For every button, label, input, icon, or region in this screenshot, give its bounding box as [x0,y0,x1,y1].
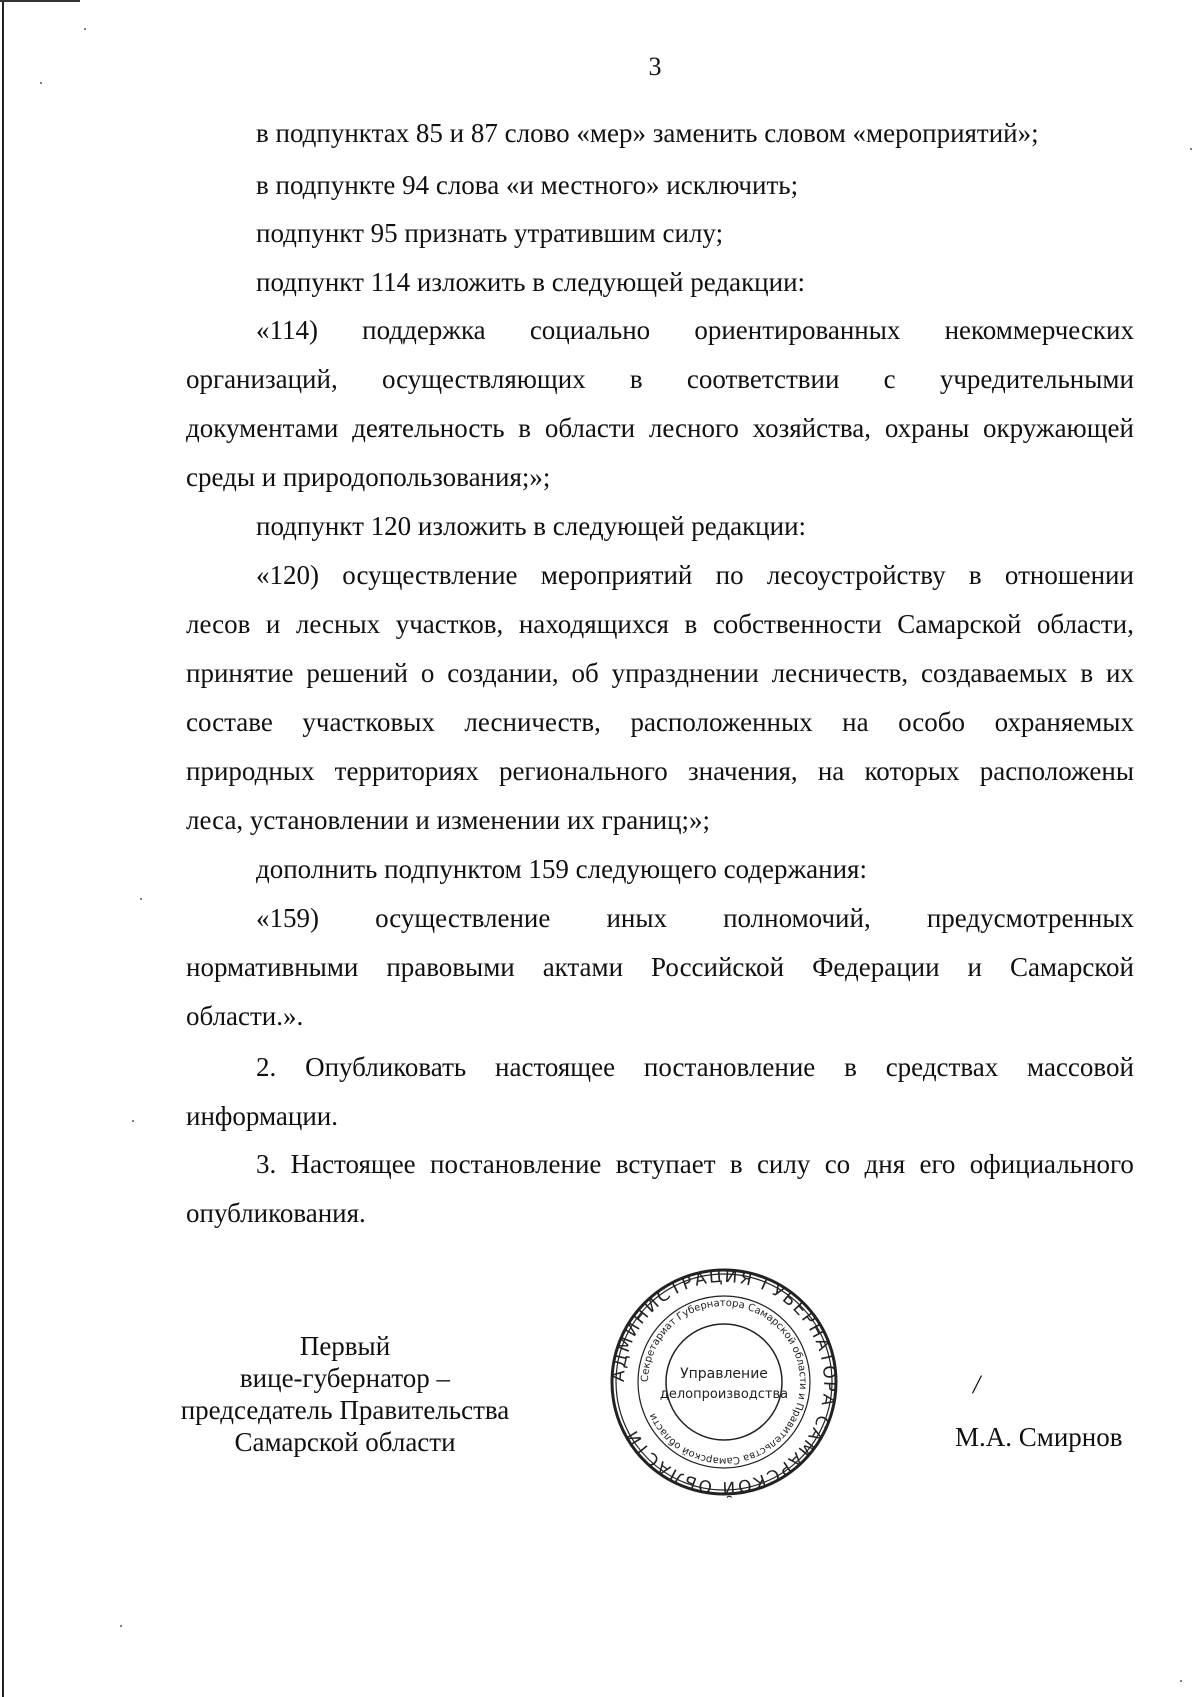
paragraph-line: подпункт 120 изложить в следующей редакции: [256,511,807,541]
justified-line [256,1049,1134,1085]
word: составе [186,707,273,737]
paragraph-line: дополнить подпунктом 159 следующего содержания: [256,854,867,884]
word: регионального [498,756,668,786]
word: окружающей [983,413,1134,443]
paragraph-line: леса, установлении и изменении их границ;»; [186,805,711,835]
justified-line [256,312,1134,348]
scan-speck [132,1120,134,1122]
word: значения, [687,756,798,786]
word: правовыми [386,952,515,982]
word: по [715,560,744,590]
scan-top-mark [0,0,80,2]
word: и [967,952,982,982]
word: массовой [1027,1052,1134,1082]
word: в [629,364,643,394]
word: участков, [395,609,504,639]
word: осуществляющих [381,364,586,394]
word: настоящее [495,1052,616,1082]
word: отношении [1004,560,1134,590]
signatory-title [150,1330,540,1458]
justified-line [186,753,1134,789]
word: лесничеств, [464,707,601,737]
word: охраняемых [994,707,1134,737]
word: лесничеств, [771,658,909,688]
word: области, [1036,609,1134,639]
word: документами [186,413,339,443]
word: Настоящее [290,1149,416,1179]
scan-speck [140,898,142,900]
word: об [571,658,599,688]
word: средствах [885,1052,999,1082]
word: решений [306,658,408,688]
word: области [544,413,636,443]
word: на [817,756,845,786]
word: «120) [256,560,319,590]
word: и [265,609,281,639]
word: упразднении [611,658,759,688]
word: находящихся [518,609,669,639]
word: поддержка [362,315,486,345]
official-stamp [608,1266,840,1498]
word: иных [606,903,667,933]
word: в [518,413,532,443]
word: мероприятий [540,560,693,590]
word: в [1080,658,1094,688]
justified-line [186,606,1134,642]
paragraph-line: среды и природопользования;»; [186,462,551,492]
word: 3. [256,1149,277,1179]
word: создаваемых [921,658,1068,688]
word: нормативными [186,952,359,982]
word: соответствии [686,364,840,394]
justified-line [186,655,1134,691]
word: деятельность [352,413,505,443]
word: на [842,707,869,737]
word: Опубликовать [305,1052,467,1082]
stamp-middle-text-path: Секретариат Губернатора Самарской области и Правительства Самарской области [639,1297,809,1467]
paragraph-line: области.». [186,1001,304,1031]
word: которых [864,756,960,786]
word: хозяйства, [752,413,872,443]
signature-mark: / [973,1370,981,1399]
paragraph-line: в подпунктах 85 и 87 слово «мер» заменить словом «мероприятий»; [256,118,1039,148]
word: в [844,1052,857,1082]
signatory-line: вице-губернатор – [239,1363,451,1393]
word: природных [186,756,315,786]
word: социально [529,315,651,345]
justified-line [256,900,1134,936]
page-number: 3 [648,52,662,81]
justified-line [186,361,1134,397]
word: актами [542,952,624,982]
justified-line [256,557,1134,593]
word: постановление [643,1052,816,1082]
word: полномочий, [723,903,871,933]
word: официального [969,1149,1134,1179]
signatory-line: Самарской области [234,1427,456,1457]
word: вступает [615,1149,716,1179]
scan-speck [40,82,42,84]
word: силу [756,1149,811,1179]
word: принятие [186,658,294,688]
scan-speck [1180,1680,1182,1682]
word: «114) [256,315,318,345]
word: расположенных [630,707,813,737]
word: некоммерческих [944,315,1134,345]
word: их [1105,658,1134,688]
word: лесных [295,609,381,639]
word: предусмотренных [926,903,1134,933]
word: в [684,609,698,639]
paragraph-line: опубликования. [186,1198,366,1228]
word: учредительными [939,364,1134,394]
word: ориентированных [694,315,901,345]
word: осуществление [375,903,551,933]
justified-line [256,1146,1134,1182]
scan-speck [120,1625,122,1627]
justified-line [186,949,1134,985]
stamp-center-line2: делопроизводства [659,1387,789,1402]
word: собственности [712,609,882,639]
scan-speck [1190,148,1192,150]
word: дня [864,1149,906,1179]
signatory-line: Первый [299,1331,391,1361]
word: организаций, [186,364,338,394]
word: в [968,560,982,590]
paragraph-line: в подпункте 94 слова «и местного» исключить; [256,170,799,200]
paragraph-line: подпункт 114 изложить в следующей редакции: [256,267,806,297]
justified-line [186,704,1134,740]
stamp-middle-text [640,1298,808,1466]
scan-left-border [2,0,4,1697]
scan-speck [84,28,86,30]
word: с [883,364,896,394]
word: территориях [334,756,479,786]
word: расположены [979,756,1134,786]
word: со [824,1149,851,1179]
word: Самарской [1009,952,1134,982]
word: его [919,1149,956,1179]
signer-name: М.А. Смирнов [955,1422,1123,1452]
word: Федерации [812,952,940,982]
word: участковых [302,707,435,737]
word: лесного [648,413,739,443]
word: Российской [651,952,785,982]
paragraph-line: информации. [186,1101,338,1131]
word: постановление [430,1149,602,1179]
word: охраны [884,413,970,443]
justified-line [186,410,1134,446]
word: Самарской [897,609,1022,639]
stamp-middle-ring [638,1296,810,1468]
word: осуществление [342,560,518,590]
word: создании, [447,658,559,688]
stamp-outer-text-path: АДМИНИСТРАЦИЯ ГУБЕРНАТОРА САМАРСКОЙ ОБЛАСТИ [608,1266,840,1498]
stamp-center-line1: Управление [680,1366,768,1382]
word: 2. [256,1052,277,1082]
paragraph-line: подпункт 95 признать утратившим силу; [256,218,724,248]
word: о [420,658,435,688]
word: в [729,1149,743,1179]
word: лесоустройству [766,560,946,590]
word: особо [898,707,966,737]
word: лесов [186,609,251,639]
stamp-inner-ring [666,1324,782,1440]
word: «159) [256,903,319,933]
signatory-line: председатель Правительства [180,1395,510,1425]
